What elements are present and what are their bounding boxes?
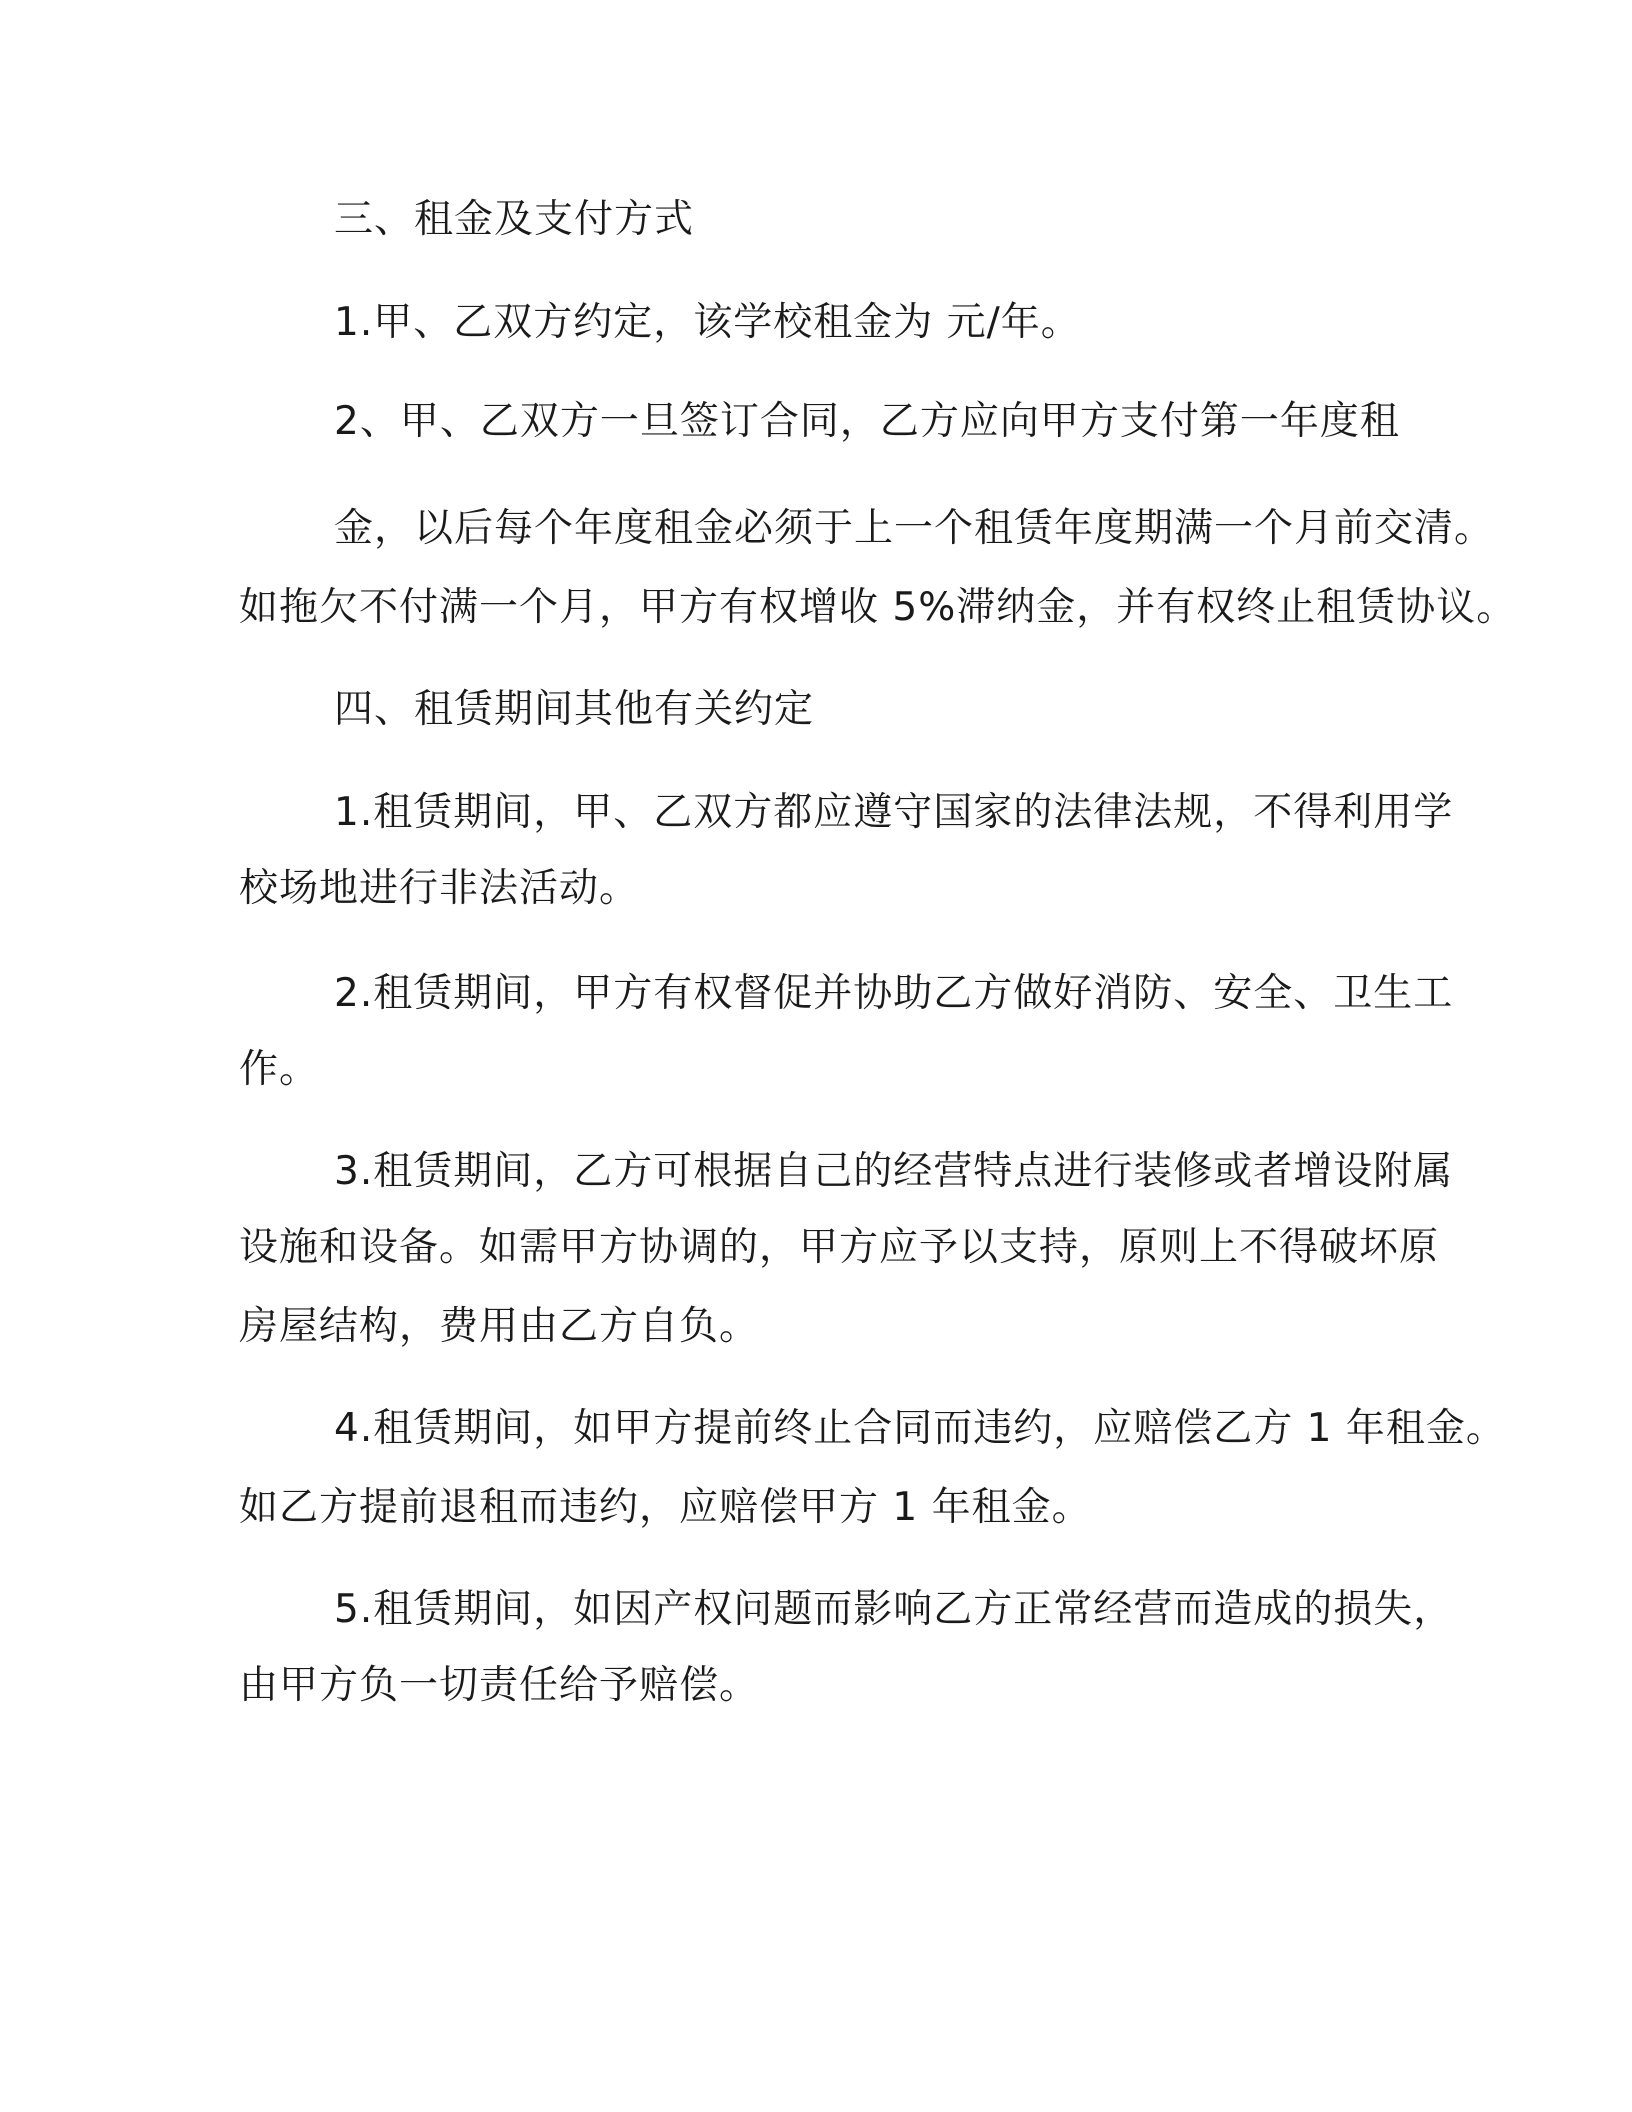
section-4-item-3-line-1: 3.租赁期间，乙方可根据自己的经营特点进行装修或者增设附属 xyxy=(334,1149,1454,1194)
section-3-item-1: 1.甲、乙双方约定，该学校租金为 元/年。 xyxy=(334,300,1081,345)
section-3-heading: 三、租金及支付方式 xyxy=(334,197,695,242)
section-4-item-1-line-1: 1.租赁期间，甲、乙双方都应遵守国家的法律法规，不得利用学 xyxy=(334,790,1454,835)
section-3-item-2-line-3: 如拖欠不付满一个月，甲方有权增收 5%滞纳金，并有权终止租赁协议。 xyxy=(239,585,1517,630)
section-4-item-2-line-2: 作。 xyxy=(239,1047,320,1092)
section-4-item-5-line-1: 5.租赁期间，如因产权问题而影响乙方正常经营而造成的损失， xyxy=(334,1587,1454,1632)
section-4-item-3-line-2: 设施和设备。如需甲方协调的，甲方应予以支持，原则上不得破坏原 xyxy=(239,1225,1440,1270)
section-4-item-4-line-1: 4.租赁期间，如甲方提前终止合同而违约，应赔偿乙方 1 年租金。 xyxy=(334,1406,1506,1451)
section-3-item-2-line-2: 金，以后每个年度租金必须于上一个租赁年度期满一个月前交清。 xyxy=(334,506,1495,551)
section-4-item-1-line-2: 校场地进行非法活动。 xyxy=(239,866,640,911)
section-4-item-3-line-3: 房屋结构，费用由乙方自负。 xyxy=(239,1304,760,1349)
section-3-item-2-line-1: 2、甲、乙双方一旦签订合同，乙方应向甲方支付第一年度租 xyxy=(334,399,1400,444)
section-4-heading: 四、租赁期间其他有关约定 xyxy=(334,687,815,732)
section-4-item-5-line-2: 由甲方负一切责任给予赔偿。 xyxy=(239,1663,760,1708)
section-4-item-2-line-1: 2.租赁期间，甲方有权督促并协助乙方做好消防、安全、卫生工 xyxy=(334,971,1454,1016)
section-4-item-4-line-2: 如乙方提前退租而违约，应赔偿甲方 1 年租金。 xyxy=(239,1485,1092,1530)
